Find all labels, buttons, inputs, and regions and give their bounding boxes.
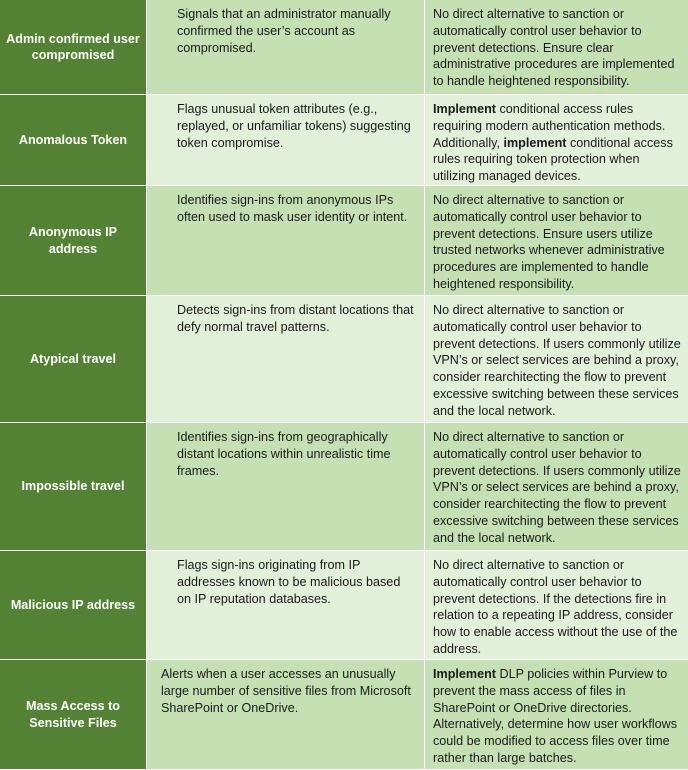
detection-name-cell [0,423,147,550]
mitigation-cell [425,551,688,659]
description-cell [147,551,425,659]
detection-description: Detects sign-ins from distant locations that defy normal travel patterns. [177,303,414,334]
mitigation-run: conditional access rules requiring token protection when utilizing managed devices. [433,135,673,184]
detection-description: Identifies sign-ins from anonymous IPs often used to mask user identity or intent. [177,193,408,224]
mitigation-emphasis: Implement [433,102,496,116]
mitigation-emphasis: Implement [433,667,496,681]
mitigation-emphasis: implement [503,135,567,150]
mitigation-cell [425,296,688,422]
detection-name-cell [0,296,147,422]
table-row [0,0,688,95]
detection-description: Flags unusual token attributes (e.g., replayed, or unfamiliar tokens) suggesting token compromise. [177,102,411,150]
table-row [0,95,688,186]
mitigation-run: No direct alternative to sanction or automatically control user behavior to prevent detections. Ensure clear administrative procedures are implemented to handle heightened responsibility. [433,7,675,89]
description-cell [147,0,425,94]
mitigation-cell [425,660,688,769]
mitigation-run: No direct alternative to sanction or automatically control user behavior to prevent detections. If the detections fire in relation to a repeating IP address, consider how to enable access without the use of the address. [433,558,678,656]
mitigation-cell [425,0,688,94]
detection-name-cell [0,0,147,94]
detection-name-cell [0,186,147,295]
description-cell [147,423,425,550]
mitigation-cell [425,423,688,550]
mitigation-cell [425,95,688,185]
detection-description: Flags sign-ins originating from IP addresses known to be malicious based on IP reputation databases. [177,558,401,606]
detection-name: Admin confirmed user compromised [6,31,140,62]
detection-name-cell [0,660,147,769]
mitigation-run: No direct alternative to sanction or automatically control user behavior to prevent detections. If users commonly utilize VPN’s or select services are behind a proxy, consider rearchitecting the flow to prevent excessive switching between these services and the local network. [433,303,681,418]
table-row [0,186,688,296]
mitigation-cell [425,186,688,295]
detection-name: Mass Access to Sensitive Files [25,699,121,730]
detection-description: Signals that an administrator manually confirmed the user’s account as compromised. [177,7,391,55]
mitigation-text [433,666,684,767]
mitigation-text [433,302,684,420]
detection-name: Anomalous Token [18,132,128,147]
detection-name-cell [0,551,147,659]
mitigation-text [433,192,684,293]
mitigation-run: DLP policies within Purview to prevent the mass access of files in SharePoint or OneDrive directories. Alternatively, determine how user workflows could be modified to access files over time rather than large batches. [433,667,678,765]
mitigation-run: conditional access rules requiring modern authentication methods. Additionally, [433,102,666,150]
table-row [0,296,688,423]
mitigation-text [433,429,684,547]
description-cell [147,296,425,422]
detection-name: Impossible travel [21,479,125,494]
mitigation-text [433,6,684,90]
detection-name: Atypical travel [29,351,117,366]
detection-name: Malicious IP address [10,597,136,612]
table-row [0,423,688,551]
description-cell [147,95,425,185]
mitigation-run: No direct alternative to sanction or automatically control user behavior to prevent detections. If users commonly utilize VPN’s or select services are behind a proxy, consider rearchitecting the flow to prevent excessive switching between these services and the local network. [433,430,681,545]
detection-description: Alerts when a user accesses an unusually large number of sensitive files from Microsoft SharePoint or OneDrive. [161,667,411,715]
detection-name-cell [0,95,147,185]
detection-name: Anonymous IP address [28,225,118,256]
mitigation-text [433,557,684,658]
mitigation-text [433,101,684,185]
table-row [0,551,688,660]
mitigation-run: No direct alternative to sanction or automatically control user behavior to prevent detections. Ensure users utilize trusted networks whenever administrative procedures are implemented to handle heightened responsibility. [433,193,665,291]
description-cell [147,186,425,295]
table-row [0,660,688,770]
description-cell [147,660,425,769]
detection-description: Identifies sign-ins from geographically distant locations within unrealistic time frames. [177,430,391,478]
